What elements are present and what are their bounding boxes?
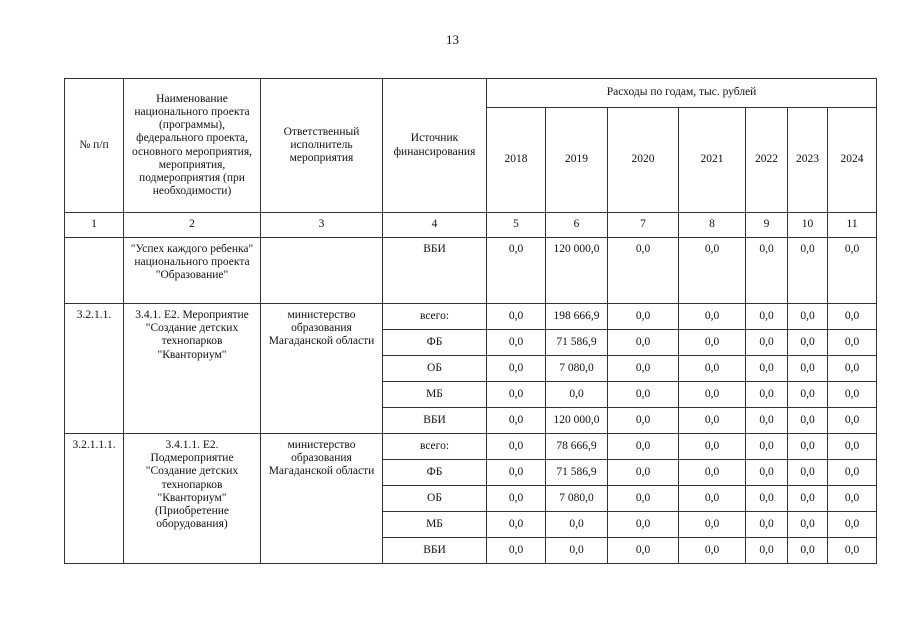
row-value: 0,0 [608,538,679,564]
row-value: 0,0 [487,538,546,564]
row-source: всего: [383,434,487,460]
row-value: 0,0 [546,382,608,408]
row-value: 78 666,9 [546,434,608,460]
row-value: 0,0 [679,512,746,538]
row-value: 0,0 [828,486,877,512]
header-name: Наименование национального проекта (программы), федерального проекта, основного мероприятия, мероприятия, подмероприятия (при необходимости) [124,79,261,213]
header-source: Источник финансирования [383,79,487,213]
row-value: 0,0 [487,408,546,434]
row-name: 3.4.1. Е2. Мероприятие "Создание детских технопарков "Кванториум" [124,304,261,434]
row-value: 0,0 [679,538,746,564]
row-value: 0,0 [608,304,679,330]
row-value: 0,0 [828,434,877,460]
row-source: всего: [383,304,487,330]
row-value: 0,0 [679,356,746,382]
page-number: 13 [446,32,459,47]
row-value: 0,0 [487,238,546,304]
table-row [65,434,877,460]
row-value: 0,0 [788,512,828,538]
row-value: 0,0 [679,382,746,408]
header-year: 2018 [487,108,546,213]
row-value: 0,0 [746,238,788,304]
row-value: 120 000,0 [546,408,608,434]
row-value: 0,0 [788,408,828,434]
row-name: "Успех каждого ребенка" национального проекта "Образование" [124,238,261,304]
column-number-row [65,213,877,238]
row-executor: министерство образования Магаданской области [261,304,383,434]
row-value: 0,0 [828,238,877,304]
header-number: № п/п [65,79,124,213]
row-value: 0,0 [608,382,679,408]
row-value: 71 586,9 [546,460,608,486]
row-value: 0,0 [746,382,788,408]
row-value: 0,0 [679,304,746,330]
row-source: ОБ [383,356,487,382]
row-code [65,238,124,304]
row-code: 3.2.1.1.1. [65,434,124,564]
row-value: 0,0 [746,512,788,538]
row-value: 0,0 [608,408,679,434]
row-value: 0,0 [679,486,746,512]
row-value: 0,0 [828,330,877,356]
row-name: 3.4.1.1. Е2. Подмероприятие "Создание детских технопарков "Кванториум" (Приобретение оборудования) [124,434,261,564]
row-value: 0,0 [828,356,877,382]
column-number: 7 [608,213,679,238]
row-value: 0,0 [788,382,828,408]
row-value: 0,0 [746,408,788,434]
row-value: 0,0 [788,330,828,356]
table-row [65,304,877,330]
header-year: 2020 [608,108,679,213]
row-value: 0,0 [608,460,679,486]
row-value: 0,0 [608,330,679,356]
row-executor [261,238,383,304]
column-number: 2 [124,213,261,238]
table-row [65,238,877,304]
column-number: 9 [746,213,788,238]
header-year: 2019 [546,108,608,213]
row-source: МБ [383,512,487,538]
column-number: 6 [546,213,608,238]
row-value: 0,0 [608,238,679,304]
row-source: ВБИ [383,408,487,434]
row-value: 0,0 [828,304,877,330]
row-value: 0,0 [487,434,546,460]
row-value: 0,0 [487,304,546,330]
row-value: 0,0 [788,460,828,486]
row-value: 0,0 [746,330,788,356]
row-value: 0,0 [746,356,788,382]
row-value: 7 080,0 [546,356,608,382]
row-value: 0,0 [608,486,679,512]
header-year: 2022 [746,108,788,213]
row-executor: министерство образования Магаданской области [261,434,383,564]
header-executor: Ответственный исполнитель мероприятия [261,79,383,213]
row-value: 0,0 [828,408,877,434]
row-value: 0,0 [487,486,546,512]
header-year: 2023 [788,108,828,213]
row-value: 0,0 [608,512,679,538]
row-value: 120 000,0 [546,238,608,304]
row-value: 0,0 [546,512,608,538]
row-value: 0,0 [746,538,788,564]
row-value: 0,0 [487,330,546,356]
row-value: 0,0 [608,434,679,460]
column-number: 5 [487,213,546,238]
row-source: МБ [383,382,487,408]
row-value: 0,0 [487,356,546,382]
row-source: ВБИ [383,538,487,564]
column-number: 8 [679,213,746,238]
column-number: 4 [383,213,487,238]
row-value: 198 666,9 [546,304,608,330]
expenses-table [64,78,877,564]
row-value: 0,0 [828,460,877,486]
row-value: 0,0 [546,538,608,564]
row-value: 0,0 [788,238,828,304]
header-year: 2021 [679,108,746,213]
column-number: 10 [788,213,828,238]
row-value: 0,0 [679,238,746,304]
row-value: 0,0 [746,304,788,330]
row-source: ФБ [383,330,487,356]
row-value: 0,0 [679,460,746,486]
column-number: 11 [828,213,877,238]
row-value: 0,0 [788,434,828,460]
row-value: 0,0 [788,356,828,382]
row-value: 0,0 [788,486,828,512]
row-source: ФБ [383,460,487,486]
header-year: 2024 [828,108,877,213]
row-value: 0,0 [828,512,877,538]
row-source: ОБ [383,486,487,512]
header-years-title: Расходы по годам, тыс. рублей [487,79,877,108]
row-value: 0,0 [828,538,877,564]
row-value: 71 586,9 [546,330,608,356]
row-value: 0,0 [746,460,788,486]
column-number: 3 [261,213,383,238]
column-number: 1 [65,213,124,238]
row-value: 0,0 [679,408,746,434]
row-value: 0,0 [487,460,546,486]
row-value: 0,0 [608,356,679,382]
row-value: 0,0 [788,304,828,330]
row-source: ВБИ [383,238,487,304]
row-value: 0,0 [679,434,746,460]
row-value: 0,0 [679,330,746,356]
row-value: 0,0 [746,434,788,460]
row-code: 3.2.1.1. [65,304,124,434]
row-value: 0,0 [828,382,877,408]
row-value: 0,0 [788,538,828,564]
row-value: 7 080,0 [546,486,608,512]
row-value: 0,0 [746,486,788,512]
row-value: 0,0 [487,512,546,538]
row-value: 0,0 [487,382,546,408]
